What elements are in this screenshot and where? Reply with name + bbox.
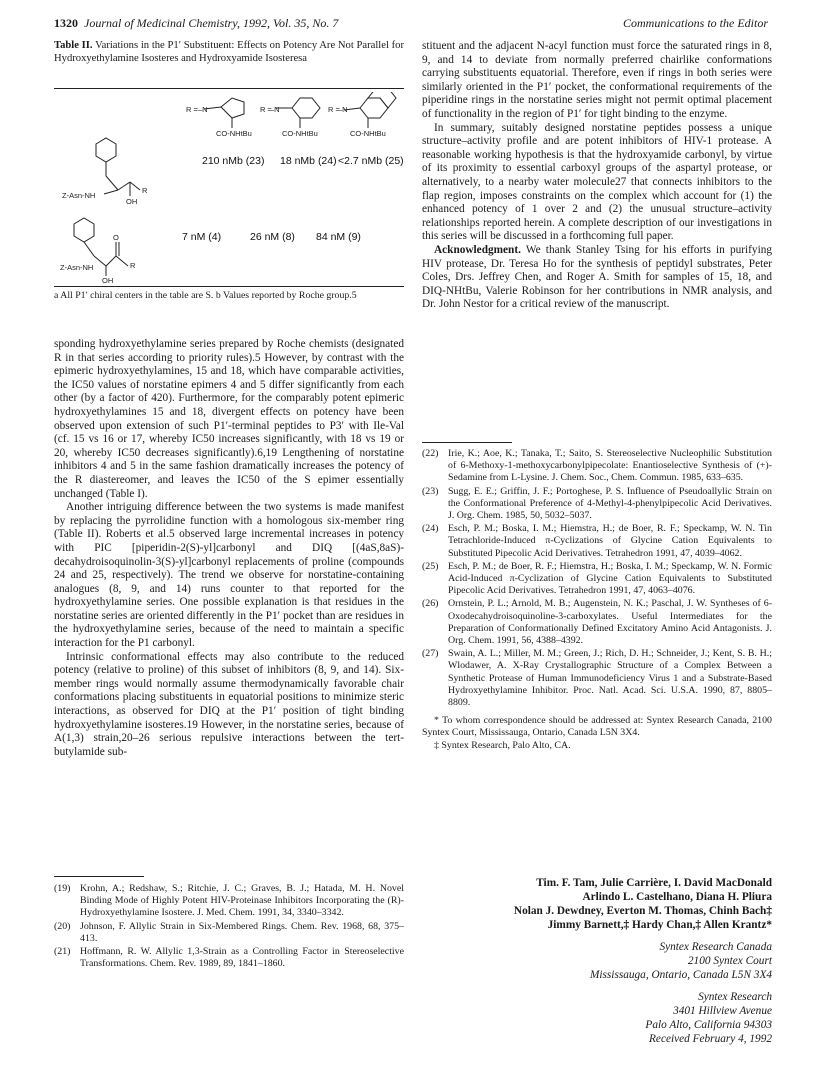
svg-text:–N: –N [338,105,348,114]
reference-19: (19) Krohn, A.; Redshaw, S.; Ritchie, J. C.; Graves, B. J.; Hatada, M. H. Novel Binding Mode of Highly Potent HIV-Proteinase Inhibitors Incorporating the (R)-Hydroxyethylamine Isostere. J. Med. Chem. 1991, 34, 3340–3342. [54,883,404,919]
right-paragraph-1: stituent and the adjacent N-acyl function must force the saturated rings in 8, 9, and 14 to deviate from normally preferred chairlike conformations carrying substituents equatorial. Therefore, even if rings in both series were similarly oriented in the P1′ pocket, the conformational requirements of the piperidine rings in the norstatine series might not permit optimal placement of functionality in the region of P1′ for tight binding to the enzyme. [422,40,772,120]
right-body [422,40,772,312]
table-footnote: a All P1′ chiral centers in the table are S. b Values reported by Roche group.5 [54,290,357,301]
address1-line-2: 2100 Syntex Court [687,955,772,967]
left-paragraph-2: Another intriguing difference between the two systems is made manifest by replacing the pyrrolidine function with a homologous six-member ring (Table II). Roberts et al.5 observed large incremental increases in potency with PIC [piperidin-2(S)-yl]carbonyl and DIQ [(4aS,8aS)-decahydroisoquinolin-3(S)-yl]carbonyl replacements of proline (compounds 24 and 25, respectively). The trend we observe for norstatine-containing analogues (8, 9, and 14) runs counter to that reported for the hydroxyethylamine series. One possible explanation is that residues in the norstatine series are oriented differently in the P1′ pocket than are residues in the hydroxyethylamine series, because of the need to maintain a specific interaction for the P1 carbonyl. [54,501,404,650]
page-number: 1320 [54,16,78,30]
right-references [422,448,772,752]
row2-struct-oh: OH [102,276,114,284]
svg-text:–N: –N [270,105,280,114]
address2-line-3: Palo Alto, California 94303 [645,1019,772,1031]
row2-struct-label: Z-Asn-NH [60,263,94,272]
row2-struct-o: O [113,233,119,242]
correspondence-note: * To whom correspondence should be addressed at: Syntex Research Canada, 2100 Syntex Court, Mississauga, Ontario, Canada L5N 3X4. [422,715,772,739]
row2-value-3: 84 nM (9) [316,231,361,243]
table-label: Table II. [54,40,93,51]
ack-label: Acknowledgment. [434,243,521,256]
substituent-label-2: CO-NHtBu [282,129,318,138]
journal-name: Journal of Medicinal Chemistry, 1992, Vol. 35, No. 7 [84,16,339,30]
reference-27: (27) Swain, A. L.; Miller, M. M.; Green, J.; Rich, D. H.; Schneider, J.; Kent, S. B. H.; Wlodawer, A. X-Ray Crystallographic Structure of a Complex Between a Synthetic Protease of Human Immunodeficiency Virus 1 and a Substrate-Based Hydroxyethylamine Inhibitor. Proc. Natl. Acad. Sci. U.S.A. 1990, 87, 8805–8809. [422,648,772,709]
address2-line-1: Syntex Research [698,991,772,1003]
svg-text:–N: –N [198,105,208,114]
address1-line-1: Syntex Research Canada [659,941,772,953]
row1-value-3: <2.7 nMb (25) [338,155,404,167]
right-ref-rule [422,442,512,443]
r-label-2: R = [260,105,272,114]
left-body [54,338,404,759]
reference-22: (22) Irie, K.; Aoe, K.; Tanaka, T.; Saito, S. Stereoselective Nucleophilic Substitution of 6-Methoxy-1-methoxycarbonylpipecolate: Enantioselective Synthesis of (+)-Sedamine from L-Lysine. J. Chem. Soc., Chem. Commun. 1985, 633–635. [422,448,772,484]
section-name: Communications to the Editor [623,16,768,30]
right-paragraph-2: In summary, suitably designed norstatine peptides possess a unique structure–activity profile and are potent inhibitors of HIV-1 protease. A reasonable working hypothesis is that the hydroxyamide carbonyl, by virtue of its proximity to essential carboxyl groups of the aspartyl protease, or alternatively, to a nearby water molecule27 that connects inhibitors to the flap region, imposes constraints on the complex which account for (1) the enhanced potency of 1 over 2 and (2) the unusual structure–activity relationships reported herein. A complete description of our investigations in this series will be discussed in a forthcoming full paper. [422,121,772,243]
row1-struct-oh: OH [126,197,138,206]
row2-struct-r: R [130,261,136,270]
r-label-3: R = [328,105,340,114]
reference-23: (23) Sugg, E. E.; Griffin, J. F.; Portoghese, P. S. Influence of Pseudoallylic Strain on the Conformational Preference of 4-Methyl-4-phenylpipecolic Acid Derivatives. J. Org. Chem. 1985, 50, 5032–5037. [422,485,772,522]
row1-value-1: 210 nMb (23) [202,155,265,167]
row1-value-2: 18 nMb (24) [280,155,337,167]
row2-value-1: 7 nM (4) [182,231,222,243]
reference-26: (26) Ornstein, P. L.; Arnold, M. B.; Augenstein, N. K.; Paschal, J. W. Syntheses of 6-Oxodecahydroisoquinoline-3-carboxylates. Useful Intermediates for the Preparation of Conformationally Defined Excitatory Amino Acid Antagonists. J. Org. Chem. 1991, 56, 4388–4392. [422,598,772,647]
received-date: Received February 4, 1992 [649,1033,772,1045]
author-line-1: Tim. F. Tam, Julie Carrière, I. David MacDonald [536,877,772,889]
row2-value-2: 26 nM (8) [250,231,295,243]
author-line-2: Arlindo L. Castelhano, Diana H. Pliura [582,891,772,903]
left-paragraph-1: sponding hydroxyethylamine series prepared by Roche chemists (designated R in that series according to priority rules).5 However, by contrast with the epimeric hydroxyethylamines, 15 and 18, which have comparable activities, the IC50 values of norstatine epimers 4 and 5 differ significantly from each other (by a factor of 420). Furthermore, for the comparably potent epimeric hydroxyethylamines 15 and 18, divergent effects on potency have been observed upon extension of such P1′-terminal peptides to P3′ with Ile-Val (cf. 15 vs 16 or 17, whereby IC50 increases significantly, with 18 vs 19 or 20, whereby IC50 decreases significantly).6,19 Lengthening of norstatine inhibitors 4 and 5 in the same fashion dramatically increases the potency of the R diastereomer, and leaves the IC50 of the S epimer essentially unchanged (Table I). [54,338,404,500]
author-line-4: Jimmy Barnett,‡ Hardy Chan,‡ Allen Krantz* [547,919,772,931]
reference-24: (24) Esch, P. M.; Boska, I. M.; Hiemstra, H.; de Boer, R. F.; Speckamp, W. N. Tin Tetrachloride-Induced π-Cyclizations of Glycine Cation Equivalents to Substituted Pipecolic Acid Derivatives. Tetrahedron 1991, 47, 4039–4062. [422,523,772,559]
table-caption [54,40,404,65]
left-paragraph-3: Intrinsic conformational effects may also contribute to the reduced potency (relative to proline) of this subset of inhibitors (8, 9, and 14). Six-member rings would normally assume thermodynamically favorable chair conformations placing substituents in equatorial positions to minimize steric interactions, as observed for DIQ at the P1′ position of tight binding hydroxyethylamine isosteres.19 However, in the norstatine series, because of A(1,3) strain,20–26 serious repulsive interactions between the tert-butylamide sub- [54,650,404,758]
address1-line-3: Mississauga, Ontario, Canada L5N 3X4 [589,969,772,981]
running-header-left [54,16,338,31]
substituent-label-3: CO-NHtBu [350,129,386,138]
row1-struct-label: Z-Asn-NH [62,191,96,200]
author-line-3: Nolan J. Dewdney, Everton M. Thomas, Chinh Bach‡ [513,905,772,917]
reference-21: (21) Hoffmann, R. W. Allylic 1,3-Strain as a Controlling Factor in Stereoselective Transformations. Chem. Rev. 1989, 89, 1841–1860. [54,946,404,970]
table-bottom-rule [54,286,404,287]
reference-25: (25) Esch, P. M.; de Boer, R. F.; Hiemstra, H.; Boska, I. M.; Speckamp, W. N. Formic Acid-Induced π-Cyclization of Glycine Cation Equivalents to Substituted Pipecolic Acid Derivatives. Tetrahedron 1991, 47, 4063–4076. [422,560,772,597]
left-references [54,883,404,971]
affiliation-note: ‡ Syntex Research, Palo Alto, CA. [434,739,571,751]
r-label-1: R = [186,105,198,114]
table-top-rule [54,88,404,89]
table-caption-text: Variations in the P1′ Substituent: Effects on Potency Are Not Parallel for Hydroxyethylamine Isosteres and Hydroxyamide Isosteresa [54,40,404,64]
ack-text: We thank Stanley Tsing for his efforts in purifying HIV protease, Dr. Teresa Ho for the synthesis of peptidyl substrates, Peter Coles, Drs. Jeffrey Chen, and Roger A. Smith for samples of 15, 18, and DIQ-NHtBu, Valerie Robinson for her contributions in NMR analysis, and Dr. John Nestor for a critical review of the manuscript. [422,243,772,311]
address2-line-2: 3401 Hillview Avenue [673,1005,772,1017]
substituent-label-1: CO-NHtBu [216,129,252,138]
acknowledgment [422,244,772,312]
reference-20: (20) Johnson, F. Allylic Strain in Six-Membered Rings. Chem. Rev. 1968, 68, 375–413. [54,920,404,944]
left-ref-rule [54,876,144,877]
row1-struct-r: R [142,186,148,195]
author-block [422,876,772,1046]
table-structures [54,92,404,284]
